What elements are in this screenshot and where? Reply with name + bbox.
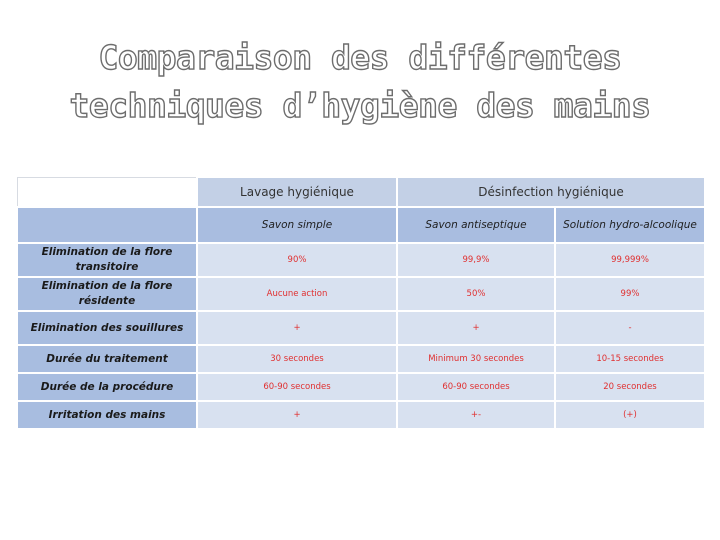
row-label: Durée de la procédure	[17, 373, 197, 401]
column-header-savon-antiseptique: Savon antiseptique	[397, 207, 555, 243]
group-header-row	[17, 177, 705, 207]
table-cell: 20 secondes	[555, 373, 705, 401]
table-cell: -	[555, 311, 705, 345]
table-row	[17, 277, 705, 311]
table-cell: 30 secondes	[197, 345, 397, 373]
table-cell: +-	[397, 401, 555, 429]
row-label: Durée du traitement	[17, 345, 197, 373]
title-line-2: techniques d’hygiène des mains	[69, 86, 651, 125]
table-cell: (+)	[555, 401, 705, 429]
table-cell: 90%	[197, 243, 397, 277]
row-label: Elimination de la flore résidente	[17, 277, 197, 311]
group-header-desinfection: Désinfection hygiénique	[397, 177, 705, 207]
slide-title	[0, 34, 720, 130]
row-label: Irritation des mains	[17, 401, 197, 429]
column-header-savon-simple: Savon simple	[197, 207, 397, 243]
table-cell: 99,9%	[397, 243, 555, 277]
table-cell: Aucune action	[197, 277, 397, 311]
title-line-1: Comparaison des différentes	[98, 38, 622, 77]
table-row	[17, 373, 705, 401]
table-cell: Minimum 30 secondes	[397, 345, 555, 373]
column-header-solution-hydro-alcoolique: Solution hydro-alcoolique	[555, 207, 705, 243]
comparison-table	[16, 176, 706, 430]
row-label: Elimination des souillures	[17, 311, 197, 345]
table-cell: +	[197, 311, 397, 345]
group-header-lavage: Lavage hygiénique	[197, 177, 397, 207]
table-cell: 99%	[555, 277, 705, 311]
table-cell: 60-90 secondes	[197, 373, 397, 401]
table-cell: +	[397, 311, 555, 345]
blank-header-cell	[17, 207, 197, 243]
table-cell: 50%	[397, 277, 555, 311]
table-cell: 10-15 secondes	[555, 345, 705, 373]
corner-cell	[17, 177, 197, 207]
table-cell: 99,999%	[555, 243, 705, 277]
row-label: Elimination de la flore transitoire	[17, 243, 197, 277]
table-cell: +	[197, 401, 397, 429]
table-row	[17, 243, 705, 277]
column-header-row	[17, 207, 705, 243]
table-cell: 60-90 secondes	[397, 373, 555, 401]
table-row	[17, 311, 705, 345]
table-row	[17, 401, 705, 429]
table-row	[17, 345, 705, 373]
